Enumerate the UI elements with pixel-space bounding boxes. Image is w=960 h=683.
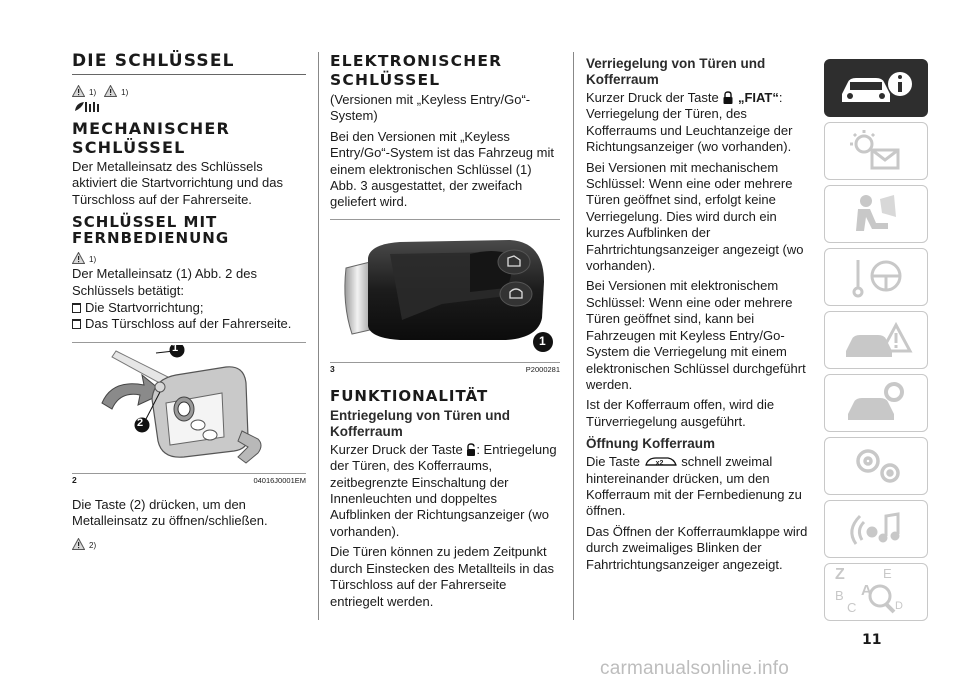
trunk-button-icon: x2: [644, 455, 678, 469]
tab-driving[interactable]: [824, 248, 928, 306]
bullet-box-icon: [72, 319, 81, 329]
figure-number: 3: [330, 363, 335, 374]
safety-icon: [836, 191, 916, 237]
paragraph-mechanical-key: Der Metalleinsatz des Schlüssels aktiviert die Startvorrichtung und das Türschloss auf der Fahrerseite.: [72, 159, 283, 207]
flip-key-illustration: [72, 345, 306, 473]
page-number: 11: [862, 632, 882, 648]
warning-triangle-icon: [72, 252, 85, 264]
figure-3: [330, 222, 560, 362]
tab-maintenance[interactable]: [824, 374, 928, 432]
figure-code: P2000281: [525, 364, 560, 374]
paragraph-lock: Kurzer Druck der Taste „FIAT“: Verriegelung der Türen, des Kofferraums und Leuchtanzeige der Richtungsanzeiger (wo vorhanden).: [586, 90, 793, 155]
lock-icon: [722, 91, 734, 105]
paragraph-electronic-versions: Bei Versionen mit elektronischem Schlüssel: Wenn eine oder mehrere Türen geöffnet sind, kann bei Fahrzeugen mit Keyless Entry/Go-System die Verriegelung mit einem elektronischen Schlüssel durchgeführt werden.: [586, 278, 806, 392]
tab-safety[interactable]: [824, 185, 928, 243]
heading-verriegelung: Verriegelung von Türen und Kofferraum: [586, 56, 766, 87]
heading-elektronischer-schluessel: ELEKTRONISCHER SCHLÜSSEL: [330, 52, 503, 89]
car-info-icon: [836, 66, 916, 110]
electronic-key-illustration: [330, 222, 560, 362]
warning-refs: [72, 81, 306, 97]
tab-warning-lights[interactable]: [824, 122, 928, 180]
heading-funktionalitaet: FUNKTIONALITÄT: [330, 386, 489, 405]
figure-code: 04016J0001EM: [253, 475, 306, 485]
index-letter: D: [895, 600, 903, 612]
paragraph-versions: (Versionen mit „Keyless Entry/Go“-System): [330, 92, 531, 124]
paragraph-trunk-flash: Das Öffnen der Kofferraumklappe wird durch zweimaliges Blinken der Fahrtrichtungsanzeiger angezeigt.: [586, 523, 808, 572]
tab-car-info[interactable]: [824, 59, 928, 117]
warning-ref: 1): [89, 88, 97, 97]
tab-index[interactable]: [824, 563, 928, 621]
callout-1: 1: [539, 333, 546, 348]
multimedia-icon: [836, 506, 916, 552]
index-letter: B: [835, 588, 844, 603]
figure-rule: [72, 342, 306, 343]
paragraph-doors: Die Türen können zu jedem Zeitpunkt durch Einstecken des Metallteils in das Türschloss auf der Fahrerseite entriegelt werden.: [330, 544, 555, 609]
warning-refs: [72, 248, 306, 264]
heading-oeffnung-kofferraum: Öffnung Kofferraum: [586, 436, 715, 452]
heading-mechanischer-schluessel: MECHANISCHER SCHLÜSSEL: [72, 119, 231, 157]
warning-lights-icon: [836, 128, 916, 174]
environment-note-icon: [72, 99, 306, 119]
tab-emergency[interactable]: [824, 311, 928, 369]
column-3: [586, 52, 812, 577]
emergency-icon: [836, 317, 916, 363]
callout-1: 1: [172, 341, 179, 354]
index-letter: E: [883, 566, 892, 581]
list-item: Das Türschloss auf der Fahrerseite.: [72, 316, 306, 332]
list-item: Die Startvorrichtung;: [72, 300, 306, 316]
warning-ref: 1): [121, 88, 129, 97]
paragraph-keyless-intro: Bei den Versionen mit „Keyless Entry/Go“-System ist das Fahrzeug mit einem elektronischen Schlüssel (1) Abb. 3 ausgestattet, der zweifach geliefert wird.: [330, 128, 554, 210]
figure-caption: [72, 476, 306, 485]
paragraph-button-2: Die Taste (2) drücken, um den Metalleinsatz zu öffnen/schließen.: [72, 496, 268, 529]
column-1: [72, 52, 306, 552]
callout-2: 2: [137, 416, 144, 429]
index-letter: A: [861, 582, 872, 599]
warning-ref: 1): [89, 255, 97, 265]
index-letter: Z: [835, 566, 845, 583]
chapter-sidebar: [824, 59, 928, 626]
index-letter: C: [847, 600, 857, 615]
heading-schluessel-mit-fernbedienung: SCHLÜSSEL MIT FERNBEDIENUNG: [72, 213, 230, 248]
paragraph-mechanical-versions: Bei Versionen mit mechanischem Schlüssel: Wenn eine oder mehrere Türen geöffnet sind, erfolgt keine Verriegelung. Dies wird durch ein kurzes Aufblinken der Fahrtrichtungsanzeiger angezeigt (wo vorhanden).: [586, 159, 804, 274]
tab-technical-data[interactable]: [824, 437, 928, 495]
figure-caption: [330, 365, 560, 374]
column-2: [330, 52, 560, 614]
warning-triangle-icon: [104, 85, 117, 97]
title-rule: [72, 74, 306, 75]
warning-triangle-icon: [72, 538, 85, 550]
technical-data-icon: [836, 443, 916, 489]
unlock-icon: [466, 443, 476, 457]
warning-refs: [72, 534, 306, 550]
driving-icon: [836, 254, 916, 300]
section-title-die-schluessel: DIE SCHLÜSSEL: [72, 51, 235, 71]
warning-triangle-icon: [72, 85, 85, 97]
bullet-box-icon: [72, 303, 81, 313]
column-divider: [573, 52, 574, 620]
tab-multimedia[interactable]: [824, 500, 928, 558]
heading-entriegelung: Entriegelung von Türen und Kofferraum: [330, 407, 510, 439]
warning-ref: 2): [89, 540, 97, 550]
figure-number: 2: [72, 474, 77, 485]
paragraph-remote-key: Der Metalleinsatz (1) Abb. 2 des Schlüssels betätigt:: [72, 266, 257, 298]
column-divider: [318, 52, 319, 620]
maintenance-icon: [836, 380, 916, 426]
paragraph-trunk-open: Ist der Kofferraum offen, wird die Türverriegelung ausgeführt.: [586, 397, 775, 429]
figure-rule: [330, 219, 560, 220]
paragraph-unlock: Kurzer Druck der Taste : Entriegelung der Türen, des Kofferraums, zeitbegrenzte Einschaltung der Innenleuchten und doppeltes Aufblinken der Richtungsanzeiger (wo vorhanden).: [330, 441, 557, 539]
paragraph-open-trunk: Die Taste x2 schnell zweimal hintereinander drücken, um den Kofferraum mit der Fernbedienung zu öffnen.: [586, 454, 802, 519]
watermark: carmanualsonline.info: [600, 658, 790, 679]
figure-2: [72, 341, 306, 473]
